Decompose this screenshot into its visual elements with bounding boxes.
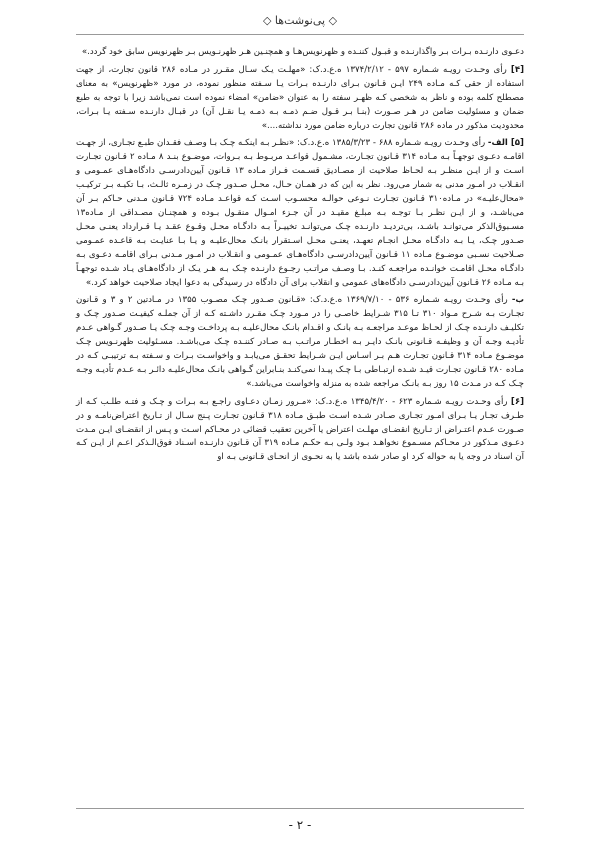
running-header [0,14,600,27]
notes-body [76,46,524,469]
paragraph-text: رأی وحـدت رویـه شـماره ۶۸۸ - ۱۳۸۵/۳/۲۳ ه‌.ع‌.د‌.ک: «نظـر بـه اینکـه چـک بـا وصـف فقـدان طبـع تجـاری، از جهـت اقامـه دعـوی توجهـاً بـه مـاده ۳۱۴ قـانون تجـارت، مشـمول قواعـد مربـوط بـه بـروات، موضـوع بنـد ۸ مـاده ۲ قـانون تجـارت اسـت و از ایـن منظـر بـه لحـاظ صلاحیت از مصـادیق قسـمت فـراز مـاده ۱۳ قـانون آیین‌دادرسـی دادگاه‌هـای عمـومی و انقـلاب در امـور مدنی به شمار می‌رود. نظر به این که در همـان حـال، محـل صـدور چـک در زمـره ثالـث، بـا تکیـه بـر ترکیـب «محال‌علیـه» در مـاده۳۱۰ قـانون تجـارت نـوعی حوالـه محسـوب اسـت کـه قواعـد مـاده ۷۲۴ قـانون مـدنی حـاکم بـر آن می‌باشـد، و از ایـن نظـر بـا توجـه بـه مبلـغ مقیـد در آن جـزء امـوال منقـول بـوده و همچنـان مصـداقی از مـاده۱۳ مسـبوق‌الذکر می‌توانـد باشـد، بی‌تردیـد دارنـده چـک می‌توانـد تخییـراً بـه دادگـاه محـل وقـوع عقـد یـا قـرارداد یعنـی محـل صـدور چـک، یـا بـه دادگـاه محـل انجـام تعهـد، یعنـی محـل اسـتقرار بانـک محال‌علیـه و یـا بـا عنایـت بـه قاعـده عمـومی صـلاحیت نسـبی موضـوع مـاده ۱۱ قـانون آیین‌دادرسـی دادگاه‌هـای عمـومی و انقـلاب در امـور مـدنی بـرای اقامـه دعـوی بـه دادگـاه محـل اقامـت خوانـده مراجعـه کنـد. بـا وصـف مراتـب رجـوع دارنـده چـک بـه هـر یـک از دادگاه‌هـای یـاد شـده توجهـاً بـه مـاده ۲۶ قـانون آیین‌دادرسـی دادگاه‌های عمومی و انقلاب برای آن دادگاه در رسیدگی به دعوا ایجاد صلاحیت خواهد کرد.» [76,138,525,288]
note-number: [۴] [510,64,524,75]
note-paragraph-5a [76,137,524,290]
note-paragraph-continuation [76,46,524,60]
note-paragraph-5b [76,294,524,391]
paragraph-text: رأی وحـدت رویـه شـماره ۶۲۳ - ۱۳۴۵/۴/۲۰ ه‌.ع‌.د‌.ک: «مـرور زمـان دعـاوی راجـع بـه بـرات و چـک و فتـه طلـب کـه از طـرف تجـار یـا بـرای امـور تجـاری صـادر شـده اسـت طبـق مـاده ۳۱۸ قـانون تجـارت پـنج سـال از تـاریخ اعتراض‌نامـه و در صـورت عـدم اعتـراض از تـاریخ انقضـای مهلـت اعتراض یا آخرین تعقیب قضائی در محـاکم اسـت و پـس از انقضـای ایـن مـدت دعـوی مـذکور در محـاکم مسـموع نخواهـد بـود ولـی بـه حکـم مـاده ۳۱۹ آن قـانون دارنـده اسـناد فوق‌الـذکر اعـم از ایـن کـه آن اسناد در وجه یا به حواله کرد او صادر شده باشد یا به نحـوی از انحـای قـانونی بـه او [76,396,525,463]
paragraph-text: دعـوی دارنـده بـرات بـر واگذارنـده و قبـول کننـده و ظهرنویس‌هـا و همچنـین هـر ظهرنـویس بـر ظهرنویس سابق خود گردد.» [81,47,524,57]
header-title: ◇ پی‌نوشت‌ها ◇ [262,14,338,27]
note-number: [۵] الف- [487,138,524,149]
header-divider [76,34,524,35]
note-number: ب- [511,295,525,306]
footer-divider [76,808,524,809]
note-number: [۶] [510,396,525,407]
paragraph-text: رأی وحـدت رویـه شـماره ۵۹۷ - ۱۳۷۴/۲/۱۲ ه‌.ع‌.د‌.ک: «مهلـت یـک سـال مقـرر در مـاده ۲۸۶ قانون تجارت، از جهت استفاده از حقی کـه مـاده ۲۴۹ ایـن قـانون بـرای دارنـده بـرات یـا سـفته منظور نموده، در مورد «ظهرنویس» به معنای مصطلح کلمه بوده و ناظر به شخصی کـه ظهـر سفته را به عنوان «ضامن» امضاء نموده است نمی‌باشد زیرا با توجه به طبع ضمان و مسئولیت ضامن در هـر صـورت (بنـا بـر قـول ضـم ذمـه بـه ذمـه یـا نقـل آن) در قبـال دارنـده سـفته یـا بـرات، محدودیت مذکور در ماده ۲۸۶ قانون تجارت درباره ضامن مورد نداشته....» [76,64,525,131]
note-paragraph-4 [76,64,524,134]
note-paragraph-6 [76,396,524,466]
page-number: - ۲ - [288,818,312,832]
paragraph-text: رأی وحـدت رویـه شـماره ۵۳۶ - ۱۳۶۹/۷/۱۰ ه‌.ع‌.د‌.ک: «قـانون صـدور چـک مصـوب ۱۳۵۵ در مـادتین ۲ و ۳ و قـانون تجـارت بـه شـرح مـواد ۳۱۰ تـا ۳۱۵ شـرایط خاصـی را در مـورد چـک مقـرر داشـته کـه از آن جملـه کیفیـت صـدور چـک و تکلیـف دارنـده چـک از لحـاظ موعـد مراجعـه بـه بانـک و اقـدام بانـک محال‌علیـه بـه پرداخـت وجـه چـک یـا صـدور گـواهی عـدم تأدیـه وجـه آن و وظیفـه قـانونی بانـک دایـر بـه اخطـار مراتـب بـه صـادر کننـده چـک می‌باشـد. مسـئولیت ظهرنـویس چـک موضـوع مـاده ۳۱۴ قـانون تجـارت هـم بـر اسـاس ایـن شـرایط تحقـق می‌یابـد و واخواسـت بـرات و سـفته بـه ترتیبـی کـه در مـاده ۲۸۰ قـانون تجـارت قیـد شـده ارتبـاطی بـا چـک پیـدا نمی‌کنـد بنـابراین گـواهی بانـک محال‌علیـه دائـر بـه عـدم تأدیـه وجـه چـک کـه در مـدت ۱۵ روز بـه بانـک مراجعه شده به منزله واخواست می‌باشد.» [76,295,524,389]
